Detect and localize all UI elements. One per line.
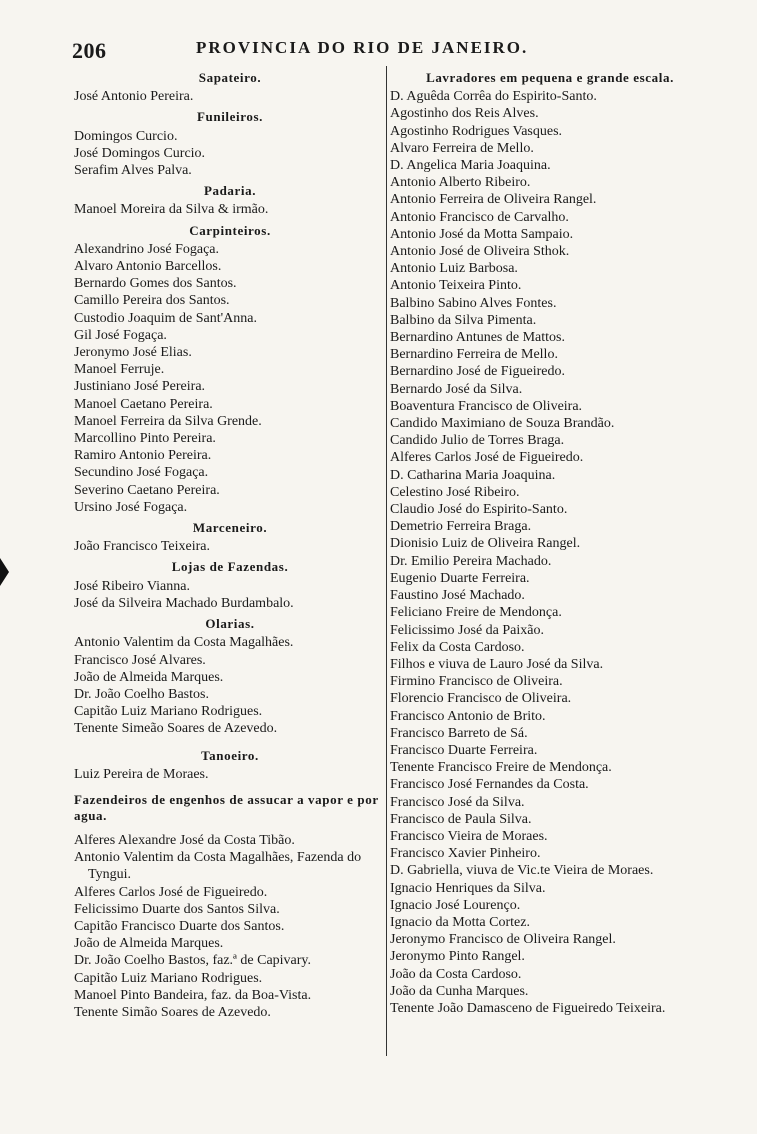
list-item: João Francisco Teixeira. bbox=[74, 539, 210, 555]
section-heading: Funileiros. bbox=[197, 109, 263, 125]
list-item: Jeronymo Pinto Rangel. bbox=[390, 949, 525, 965]
list-item: Bernardino Ferreira de Mello. bbox=[390, 347, 558, 363]
list-item: Luiz Pereira de Moraes. bbox=[74, 766, 209, 782]
list-item: Alvaro Ferreira de Mello. bbox=[390, 140, 534, 156]
section-heading: Tanoeiro. bbox=[201, 747, 259, 763]
section-heading: Lojas de Fazendas. bbox=[171, 559, 289, 575]
list-item: Secundino José Fogaça. bbox=[74, 465, 209, 481]
list-item: Capitão Francisco Duarte dos Santos. bbox=[74, 918, 285, 934]
list-item: Filhos e viuva de Lauro José da Silva. bbox=[390, 656, 604, 672]
list-item: Bernardo José da Silva. bbox=[390, 381, 523, 397]
list-item: Alferes Carlos José de Figueiredo. bbox=[74, 884, 268, 900]
section-heading: Fazendeiros de engenhos de assucar a vapor e por agua. bbox=[74, 791, 379, 823]
list-item: Tenente Francisco Freire de Mendonça. bbox=[390, 760, 612, 776]
section-list bbox=[74, 832, 386, 1021]
section-list bbox=[74, 201, 386, 218]
list-item: José Ribeiro Vianna. bbox=[74, 578, 190, 594]
list-item: Camillo Pereira dos Santos. bbox=[74, 293, 230, 309]
list-item: Alferes Alexandre José da Costa Tibão. bbox=[74, 832, 295, 848]
section-heading: Sapateiro. bbox=[198, 70, 262, 85]
list-item: Antonio Ferreira de Oliveira Rangel. bbox=[390, 192, 597, 208]
list-item: Tenente João Damasceno de Figueiredo Teixeira. bbox=[390, 1000, 666, 1016]
column-rule bbox=[386, 66, 387, 1056]
list-item: José da Silveira Machado Burdambalo. bbox=[74, 595, 294, 611]
section-heading: Padaria. bbox=[203, 183, 257, 199]
section-heading: Olarias. bbox=[205, 616, 255, 632]
list-item: Celestino José Ribeiro. bbox=[390, 484, 520, 500]
list-item: Capitão Luiz Mariano Rodrigues. bbox=[74, 970, 263, 986]
list-item: Firmino Francisco de Oliveira. bbox=[390, 674, 563, 690]
list-item: D. Angelica Maria Joaquina. bbox=[390, 158, 551, 174]
list-item: D. Gabriella, viuva de Vic.te Vieira de Moraes. bbox=[390, 863, 654, 879]
list-item: Serafim Alves Palva. bbox=[74, 163, 192, 179]
section-list bbox=[74, 578, 386, 612]
section-heading: Carpinteiros. bbox=[189, 222, 271, 238]
list-item: Tenente Simeão Soares de Azevedo. bbox=[74, 721, 278, 737]
list-item: D. Catharina Maria Joaquina. bbox=[390, 467, 556, 483]
list-item: José Antonio Pereira. bbox=[74, 89, 194, 105]
list-item: Dr. Emilio Pereira Machado. bbox=[390, 553, 552, 569]
list-item: Severino Caetano Pereira. bbox=[74, 482, 220, 498]
list-item: Faustino José Machado. bbox=[390, 588, 525, 604]
list-item: João da Cunha Marques. bbox=[390, 983, 529, 999]
section-list bbox=[74, 538, 386, 555]
list-item: Antonio Luiz Barbosa. bbox=[390, 261, 518, 277]
list-item: Custodio Joaquim de Sant'Anna. bbox=[74, 310, 257, 326]
running-head: PROVINCIA DO RIO DE JANEIRO. bbox=[196, 38, 529, 57]
list-item: Ignacio Henriques da Silva. bbox=[390, 880, 546, 896]
list-item: Marcollino Pinto Pereira. bbox=[74, 431, 216, 447]
list-item: Manoel Moreira da Silva & irmão. bbox=[74, 202, 269, 218]
list-item: Domingos Curcio. bbox=[74, 128, 178, 144]
list-item: Ramiro Antonio Pereira. bbox=[74, 448, 212, 464]
list-item: Francisco José da Silva. bbox=[390, 794, 525, 810]
list-item: Francisco Duarte Ferreira. bbox=[390, 742, 538, 758]
right-column bbox=[390, 66, 710, 1017]
list-item: Felicissimo Duarte dos Santos Silva. bbox=[74, 901, 280, 917]
list-item: Gil José Fogaça. bbox=[74, 327, 167, 343]
left-column bbox=[74, 66, 386, 1021]
list-item: D. Aguêda Corrêa do Espirito-Santo. bbox=[390, 89, 597, 105]
list-item: Antonio Alberto Ribeiro. bbox=[390, 175, 531, 191]
list-item: Ursino José Fogaça. bbox=[74, 499, 188, 515]
list-item: Florencio Francisco de Oliveira. bbox=[390, 691, 572, 707]
margin-mark bbox=[0, 558, 9, 586]
list-item: Francisco Barreto de Sá. bbox=[390, 725, 528, 741]
list-item: Antonio Francisco de Carvalho. bbox=[390, 209, 569, 225]
list-item: Feliciano Freire de Mendonça. bbox=[390, 605, 562, 621]
list-item: Dr. João Coelho Bastos. bbox=[74, 686, 209, 702]
section-list bbox=[390, 88, 710, 1017]
list-item: Manoel Ferruje. bbox=[74, 362, 165, 378]
list-item: Dr. João Coelho Bastos, faz.ª de Capivary. bbox=[74, 953, 312, 969]
list-item: Candido Julio de Torres Braga. bbox=[390, 433, 565, 449]
list-item: Francisco Xavier Pinheiro. bbox=[390, 846, 541, 862]
section-heading: Lavradores em pequena e grande escala. bbox=[426, 70, 674, 85]
list-item: Bernardino Antunes de Mattos. bbox=[390, 330, 565, 346]
list-item: Felicissimo José da Paixão. bbox=[390, 622, 544, 638]
list-item: Felix da Costa Cardoso. bbox=[390, 639, 525, 655]
list-item: Manoel Caetano Pereira. bbox=[74, 396, 213, 412]
list-item: Agostinho Rodrigues Vasques. bbox=[390, 123, 563, 139]
list-item: Agostinho dos Reis Alves. bbox=[390, 106, 539, 122]
list-item: Francisco Vieira de Moraes. bbox=[390, 828, 548, 844]
section-list bbox=[74, 241, 386, 516]
section-list bbox=[74, 766, 386, 783]
list-item: Ignacio da Motta Cortez. bbox=[390, 914, 530, 930]
list-item: Boaventura Francisco de Oliveira. bbox=[390, 398, 583, 414]
list-item: Antonio José de Oliveira Sthok. bbox=[390, 244, 570, 260]
list-item: Eugenio Duarte Ferreira. bbox=[390, 570, 530, 586]
page-number: 206 bbox=[72, 38, 107, 63]
list-item: Ignacio José Lourenço. bbox=[390, 897, 521, 913]
list-item: Manoel Ferreira da Silva Grende. bbox=[74, 413, 262, 429]
list-item: Francisco José Fernandes da Costa. bbox=[390, 777, 589, 793]
list-item: Candido Maximiano de Souza Brandão. bbox=[390, 416, 615, 432]
section-list bbox=[74, 634, 386, 737]
list-item: Demetrio Ferreira Braga. bbox=[390, 519, 532, 535]
list-item: Antonio José da Motta Sampaio. bbox=[390, 226, 574, 242]
list-item: Justiniano José Pereira. bbox=[74, 379, 206, 395]
list-item: Antonio Valentim da Costa Magalhães. bbox=[74, 635, 294, 651]
section-heading: Marceneiro. bbox=[192, 520, 268, 536]
list-item: Manoel Pinto Bandeira, faz. da Boa-Vista. bbox=[74, 987, 312, 1003]
list-item: João de Almeida Marques. bbox=[74, 936, 224, 952]
list-item: José Domingos Curcio. bbox=[74, 145, 206, 161]
list-item: Jeronymo Francisco de Oliveira Rangel. bbox=[390, 932, 616, 948]
list-item: Capitão Luiz Mariano Rodrigues. bbox=[74, 704, 263, 720]
list-item: Balbino da Silva Pimenta. bbox=[390, 312, 537, 328]
list-item: Alexandrino José Fogaça. bbox=[74, 241, 220, 257]
list-item: Tenente Simão Soares de Azevedo. bbox=[74, 1004, 271, 1020]
list-item: João da Costa Cardoso. bbox=[390, 966, 522, 982]
list-item: Antonio Valentim da Costa Magalhães, Fazenda do Tyngui. bbox=[74, 850, 362, 883]
list-item: Francisco Antonio de Brito. bbox=[390, 708, 546, 724]
list-item: João de Almeida Marques. bbox=[74, 669, 224, 685]
list-item: Alferes Carlos José de Figueiredo. bbox=[390, 450, 584, 466]
list-item: Claudio José do Espirito-Santo. bbox=[390, 502, 568, 518]
list-item: Alvaro Antonio Barcellos. bbox=[74, 259, 222, 275]
list-item: Dionisio Luiz de Oliveira Rangel. bbox=[390, 536, 581, 552]
section-list bbox=[74, 128, 386, 180]
list-item: Francisco de Paula Silva. bbox=[390, 811, 532, 827]
list-item: Jeronymo José Elias. bbox=[74, 345, 192, 361]
list-item: Bernardo Gomes dos Santos. bbox=[74, 276, 237, 292]
list-item: Francisco José Alvares. bbox=[74, 652, 206, 668]
section-list bbox=[74, 88, 386, 105]
list-item: Balbino Sabino Alves Fontes. bbox=[390, 295, 557, 311]
list-item: Antonio Teixeira Pinto. bbox=[390, 278, 522, 294]
list-item: Bernardino José de Figueiredo. bbox=[390, 364, 565, 380]
